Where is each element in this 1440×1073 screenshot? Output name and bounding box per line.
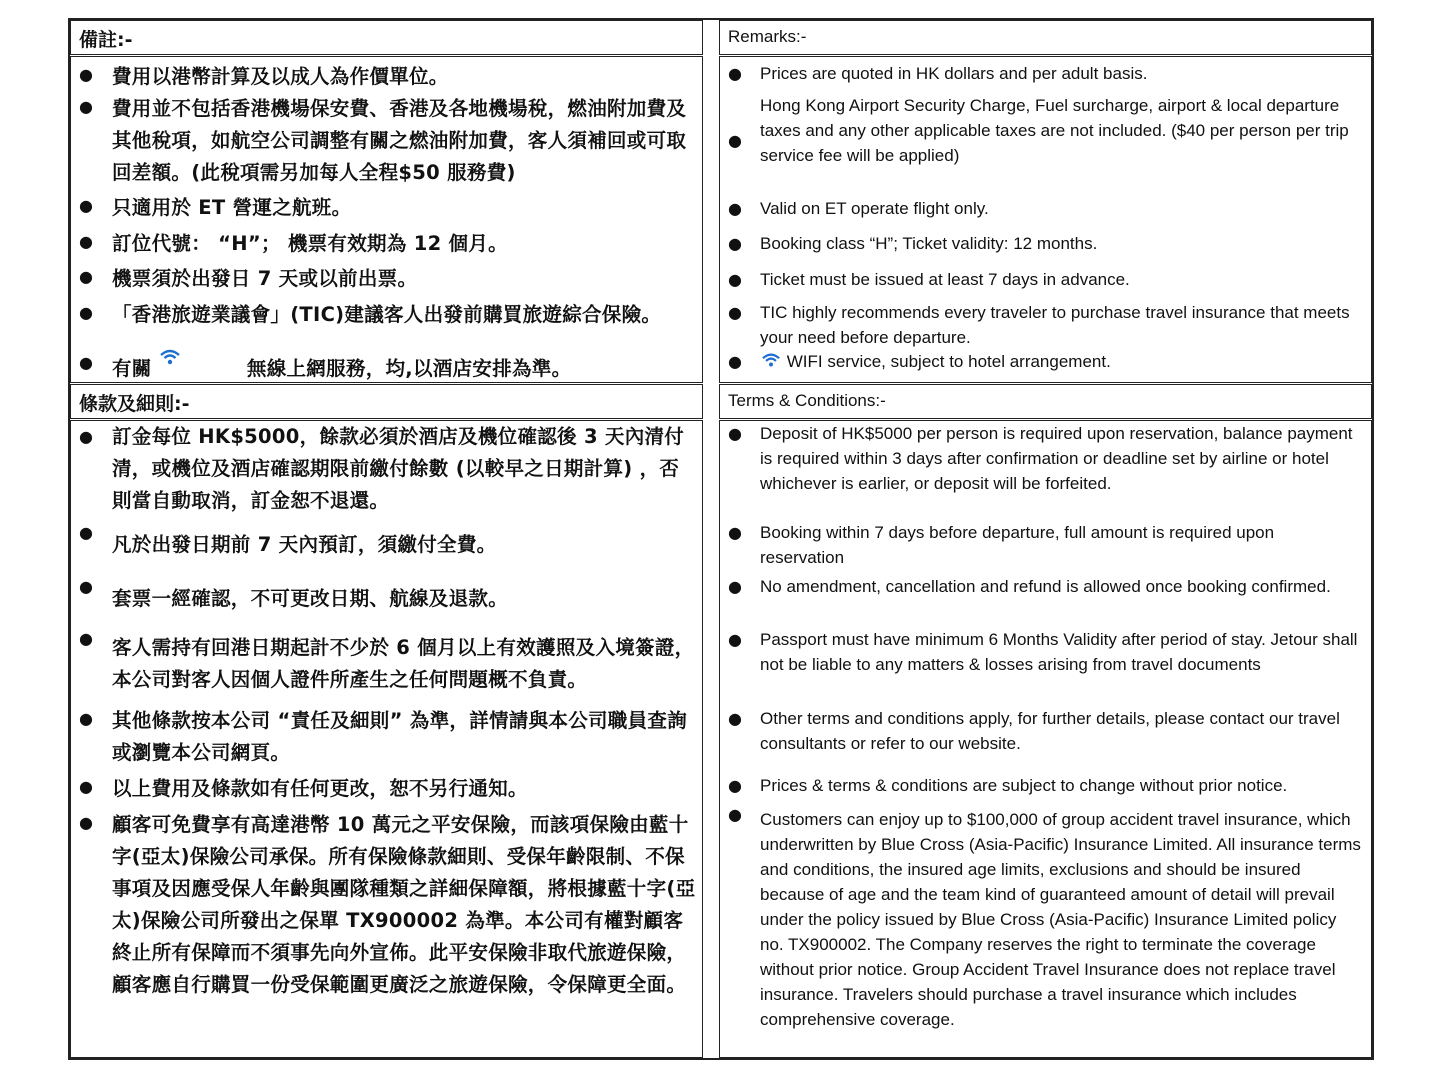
remarks-zh-title: 備註:-: [79, 29, 133, 51]
remark-zh-4: 訂位代號： “H”； 機票有效期為 12 個月。: [112, 232, 508, 255]
remarks-en-title: Remarks:-: [728, 27, 807, 46]
remark-zh-2: 費用並不包括香港機場保安費、香港及各地機場稅，燃油附加費及其他稅項，如航空公司調整有關之燃油附加費，客人須補回或可取回差額。(此稅項需另加每人全程$50 服務費): [112, 97, 687, 184]
remark-zh-1: 費用以港幣計算及以成人為作價單位。: [112, 65, 449, 88]
wifi-icon: [760, 351, 782, 369]
remark-zh-6: 「香港旅遊業議會」(TIC)建議客人出發前購買旅遊綜合保險。: [112, 303, 662, 326]
remark-zh-5: 機票須於出發日 7 天或以前出票。: [112, 267, 418, 290]
term-en-4: Passport must have minimum 6 Months Validity after period of stay. Jetour shall not be liable to any matters & losses arising from travel documents: [760, 630, 1358, 674]
term-zh-3: 套票一經確認，不可更改日期、航線及退款。: [112, 587, 509, 610]
wifi-text: WIFI service, subject to hotel arrangement.: [786, 352, 1111, 371]
term-zh-6: 以上費用及條款如有任何更改，恕不另行通知。: [112, 777, 528, 800]
terms-zh-header: [70, 384, 703, 419]
remark-en-1: Prices are quoted in HK dollars and per adult basis.: [760, 64, 1148, 83]
remark-en-2: Hong Kong Airport Security Charge, Fuel surcharge, airport & local departure taxes and any other applicable taxes are not included. ($40 per person per trip service fee will be applied): [760, 96, 1349, 165]
remarks-zh-header: [70, 20, 703, 55]
term-en-6: Prices & terms & conditions are subject to change without prior notice.: [760, 776, 1288, 795]
term-en-1: Deposit of HK$5000 per person is required upon reservation, balance payment is required within 3 days after confirmation or deadline set by airline or hotel whichever is earlier, or deposit will be forfeited.: [760, 424, 1353, 493]
term-zh-5: 其他條款按本公司 “責任及細則” 為準，詳情請與本公司職員查詢或瀏覽本公司網頁。: [112, 709, 688, 764]
remark-zh-wifi: [112, 347, 696, 385]
terms-en-list: ● Deposit of HK$5000 per person is required upon reservation, balance payment is required within 3 days after confirmation or deadline set by airline or hotel whichever is earlier, or deposit will be forfeited. ● Booking within 7 days before departure, full amount is required upon reservation ● No amendment, cancellation and refund is allowed once booking confirmed. ● Passport must have minimum 6 Months Validity after period of stay. Jetour shall not be liable to any matters & losses arising from travel documents ● Other terms and conditions apply, for further details, please contact our travel consultants or refer to our website. ● Prices & terms & conditions are subject to change without prior notice. ● Customers can enjoy up to $100,000 of group accident travel insurance, which underwritten by Blue Cross (Asia-Pacific) Insurance Limited. All insurance terms and conditions, the insured age limits, exclusions and should be insured because of age and the team kind of guaranteed amount of detail will prevail under the policy issued by Blue Cross (Asia-Pacific) Insurance Limited policy no. TX900002. The Company reserves the right to terminate the coverage without prior notice. Group Accident Travel Insurance does not replace travel insurance. Travelers should purchase a travel insurance which includes comprehensive coverage.: [719, 420, 1372, 1058]
term-zh-7: 顧客可免費享有高達港幣 10 萬元之平安保險，而該項保險由藍十字(亞太)保險公司承保。所有保險條款細則、受保年齡限制、不保事項及因應受保人年齡與團隊種類之詳細保障額，將根據藍十字(亞太)保險公司所發出之保單 TX900002 為準。本公司有權對顧客終止所有保障而不須事先向外宣佈。此平安保險非取代旅遊保險，顧客應自行購買一份受保範圍更廣泛之旅遊保險，令保障更全面。: [112, 813, 696, 996]
term-zh-4: 客人需持有回港日期起計不少於 6 個月以上有效護照及入境簽證，本公司對客人因個人證件所產生之任何問題概不負責。: [112, 636, 695, 691]
remarks-zh-list: ● 費用以港幣計算及以成人為作價單位。 ● 費用並不包括香港機場保安費、香港及各地機場稅，燃油附加費及其他稅項，如航空公司調整有關之燃油附加費，客人須補回或可取回差額。(此稅項需另加每人全程$50 服務費) ● 只適用於 ET 營運之航班。 ● 訂位代號： “H”； 機票有效期為 12 個月。 ● 機票須於出發日 7 天或以前出票。 ● 「香港旅遊業議會」(TIC)建議客人出發前購買旅遊綜合保險。 ● 有關 無線上網服務，均,以酒店安排為準。: [70, 56, 703, 383]
remarks-en-list: ● Prices are quoted in HK dollars and per adult basis. ● Hong Kong Airport Security Charge, Fuel surcharge, airport & local departure taxes and any other applicable taxes are not included. ($40 per person per trip service fee will be applied) ● Valid on ET operate flight only. ● Booking class “H”; Ticket validity: 12 months. ● Ticket must be issued at least 7 days in advance. ● TIC highly recommends every traveler to purchase travel insurance that meets your need before departure. ● WIFI service, subject to hotel arrangement.: [719, 56, 1372, 383]
wifi-prefix: 有關: [112, 357, 152, 380]
term-en-7: Customers can enjoy up to $100,000 of group accident travel insurance, which underwritten by Blue Cross (Asia-Pacific) Insurance Limited. All insurance terms and conditions, the insured age limits, exclusions and should be insured because of age and the team kind of guaranteed amount of detail will prevail under the policy issued by Blue Cross (Asia-Pacific) Insurance Limited policy no. TX900002. The Company reserves the right to terminate the coverage without prior notice. Group Accident Travel Insurance does not replace travel insurance. Travelers should purchase a travel insurance which includes comprehensive coverage.: [760, 810, 1361, 1029]
term-zh-1: 訂金每位 HK$5000，餘款必須於酒店及機位確認後 3 天內清付清，或機位及酒店確認期限前繳付餘數 (以較早之日期計算) ，否則當自動取消，訂金恕不退還。: [112, 425, 685, 512]
terms-zh-list: ● 訂金每位 HK$5000，餘款必須於酒店及機位確認後 3 天內清付清，或機位及酒店確認期限前繳付餘數 (以較早之日期計算) ，否則當自動取消，訂金恕不退還。 ● 凡於出發日期前 7 天內預訂，須繳付全費。 ● 套票一經確認，不可更改日期、航線及退款。 ● 客人需持有回港日期起計不少於 6 個月以上有效護照及入境簽證，本公司對客人因個人證件所產生之任何問題概不負責。 ● 其他條款按本公司 “責任及細則” 為準，詳情請與本公司職員查詢或瀏覽本公司網頁。 ● 以上費用及條款如有任何更改，恕不另行通知。 ● 顧客可免費享有高達港幣 10 萬元之平安保險，而該項保險由藍十字(亞太)保險公司承保。所有保險條款細則、受保年齡限制、不保事項及因應受保人年齡與團隊種類之詳細保障額，將根據藍十字(亞太)保險公司所發出之保單 TX900002 為準。本公司有權對顧客終止所有保障而不須事先向外宣佈。此平安保險非取代旅遊保險，顧客應自行購買一份受保範圍更廣泛之旅遊保險，令保障更全面。: [70, 420, 703, 1058]
term-zh-2: 凡於出發日期前 7 天內預訂，須繳付全費。: [112, 533, 497, 556]
remark-en-wifi: [760, 349, 1361, 374]
terms-zh-title: 條款及細則:-: [79, 393, 190, 415]
term-en-3: No amendment, cancellation and refund is allowed once booking confirmed.: [760, 577, 1331, 596]
terms-en-header: [719, 384, 1372, 419]
wifi-icon: [159, 347, 181, 367]
remark-en-5: Ticket must be issued at least 7 days in advance.: [760, 270, 1130, 289]
wifi-suffix: 無線上網服務，均,以酒店安排為準。: [246, 357, 572, 380]
terms-en-title: Terms & Conditions:-: [728, 391, 886, 410]
remark-en-3: Valid on ET operate flight only.: [760, 199, 989, 218]
remark-en-4: Booking class “H”; Ticket validity: 12 months.: [760, 234, 1098, 253]
remarks-en-header: [719, 20, 1372, 55]
remark-zh-3: 只適用於 ET 營運之航班。: [112, 196, 352, 219]
remark-en-6: TIC highly recommends every traveler to purchase travel insurance that meets your need before departure.: [760, 303, 1350, 347]
term-en-5: Other terms and conditions apply, for further details, please contact our travel consultants or refer to our website.: [760, 709, 1340, 753]
term-en-2: Booking within 7 days before departure, full amount is required upon reservation: [760, 523, 1275, 567]
